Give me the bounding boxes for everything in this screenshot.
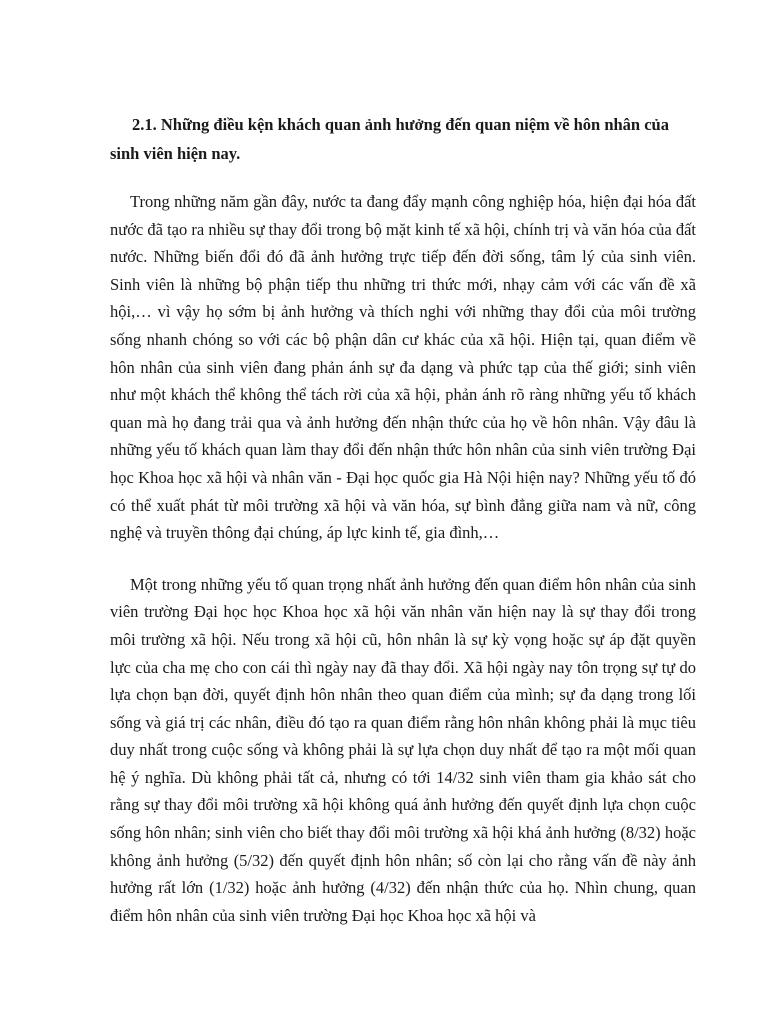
paragraph-2: Một trong những yếu tố quan trọng nhất ảnh hưởng đến quan điểm hôn nhân của sinh viên trường Đại học học Khoa học xã hội văn nhân văn hiện nay là sự thay đổi trong môi trường xã hội. Nếu trong xã hội cũ, hôn nhân là sự kỳ vọng hoặc sự áp đặt quyền lực của cha mẹ cho con cái thì ngày nay đã thay đổi. Xã hội ngày nay tôn trọng sự tự do lựa chọn bạn đời, quyết định hôn nhân theo quan điểm của mình; sự đa dạng trong lối sống và giá trị các nhân, điều đó tạo ra quan điểm rằng hôn nhân không phải là mục tiêu duy nhất trong cuộc sống và không phải là sự lựa chọn duy nhất để tạo ra một mối quan hệ ý nghĩa. Dù không phải tất cả, nhưng có tới 14/32 sinh viên tham gia khảo sát cho rằng sự thay đổi môi trường xã hội không quá ảnh hưởng đến quyết định lựa chọn cuộc sống hôn nhân; sinh viên cho biết thay đổi môi trường xã hội khá ảnh hưởng (8/32) hoặc không ảnh hưởng (5/32) đến quyết định hôn nhân; số còn lại cho rằng vấn đề này ảnh hưởng rất lớn (1/32) hoặc ảnh hưởng (4/32) đến nhận thức của họ. Nhìn chung, quan điểm hôn nhân của sinh viên trường Đại học Khoa học xã hội và — [110, 574, 696, 925]
spacer — [110, 168, 696, 188]
section-heading: 2.1. Những điều kện khách quan ảnh hưởng đến quan niệm về hôn nhân của sinh viên hiện nay. — [110, 115, 669, 163]
paragraph-1: Trong những năm gần đây, nước ta đang đẩy mạnh công nghiệp hóa, hiện đại hóa đất nước đã tạo ra nhiều sự thay đổi trong bộ mặt kinh tế xã hội, chính trị và văn hóa của đất nước. Những biến đổi đó đã ảnh hưởng trực tiếp đến đời sống, tâm lý của sinh viên. Sinh viên là những bộ phận tiếp thu những tri thức mới, nhạy cảm với các vấn đề xã hội,… vì vậy họ sớm bị ảnh hưởng và thích nghi với những thay đổi của môi trường sống nhanh chóng so với các bộ phận dân cư khác của xã hội. Hiện tại, quan điểm về hôn nhân của sinh viên đang phản ánh sự đa dạng và phức tạp của thế giới; sinh viên như một khách thể không thể tách rời của xã hội, phản ánh rõ ràng những yếu tố khách quan mà họ đang trải qua và ảnh hưởng đến nhận thức của họ về hôn nhân. Vậy đâu là những yếu tố khách quan làm thay đổi đến nhận thức hôn nhân của sinh viên trường Đại học Khoa học xã hội và nhân văn - Đại học quốc gia Hà Nội hiện nay? Những yếu tố đó có thể xuất phát từ môi trường xã hội và văn hóa, sự bình đẳng giữa nam và nữ, công nghệ và truyền thông đại chúng, áp lực kinh tế, gia đình,… — [110, 192, 696, 543]
document-body — [110, 110, 696, 929]
spacer — [110, 547, 696, 571]
